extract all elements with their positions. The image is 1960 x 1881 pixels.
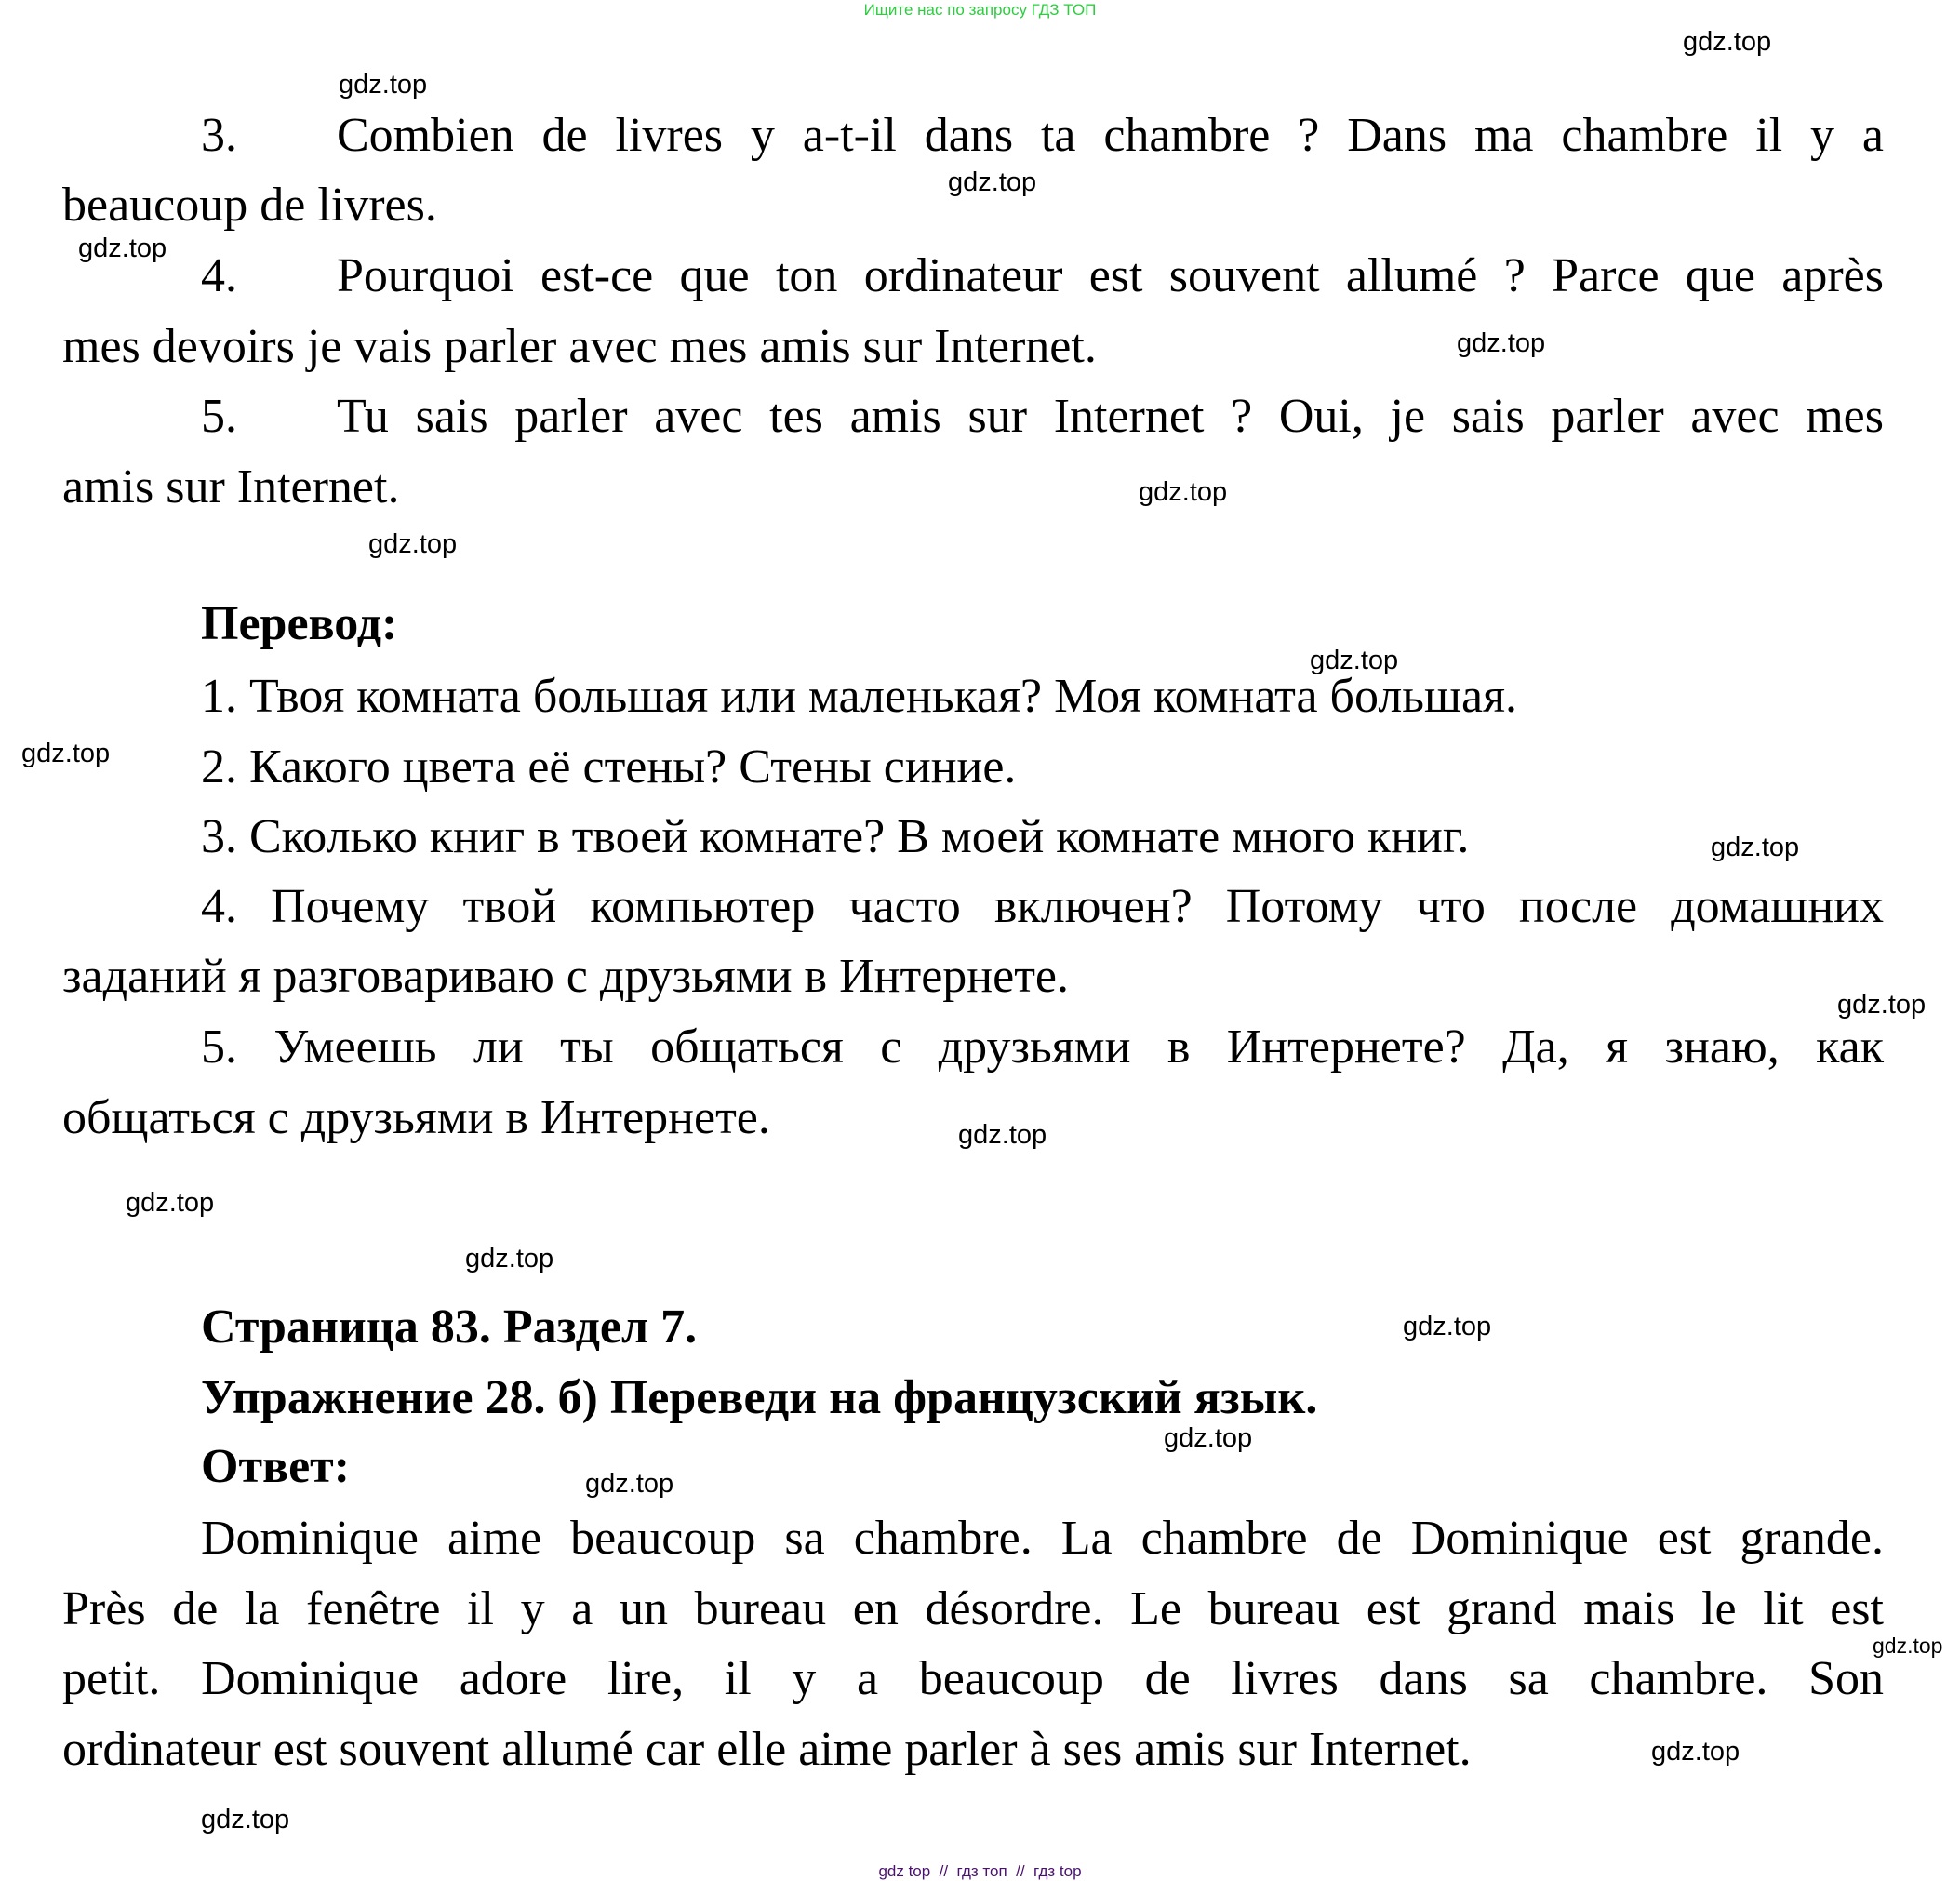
answer-text-line: Près de la fenêtre il y a un bureau en désordre. Le bureau est grand mais le lit est — [62, 1582, 1884, 1635]
watermark: gdz.top — [126, 1188, 215, 1218]
watermark: gdz.top — [1651, 1737, 1740, 1767]
watermark: gdz.top — [1873, 1634, 1943, 1658]
answer-line: Combien de livres y a-t-il dans ta chambre ? Dans ma chambre il y a — [337, 109, 1884, 162]
watermark: gdz.top — [78, 233, 167, 263]
watermark: gdz.top — [1310, 646, 1399, 675]
watermark: gdz.top — [958, 1120, 1047, 1150]
footer-links: gdz top // гдз топ // гдз top — [878, 1862, 1082, 1880]
answer-line: Pourquoi est-ce que ton ordinateur est souvent allumé ? Parce que après — [337, 249, 1884, 302]
translation-line: 1. Твоя комната большая или маленькая? Моя комната большая. — [201, 670, 1518, 723]
translation-line: заданий я разговариваю с друзьями в Интернете. — [62, 950, 1069, 1003]
translation-line: 2. Какого цвета её стены? Стены синие. — [201, 740, 1017, 794]
answer-line: beaucoup de livres. — [62, 179, 437, 232]
watermark: gdz.top — [1164, 1423, 1253, 1453]
watermark: gdz.top — [368, 529, 458, 559]
exercise-title: Упражнение 28. б) Переведи на французский язык. — [201, 1371, 1318, 1424]
page-title: Страница 83. Раздел 7. — [201, 1301, 698, 1354]
answer-line: mes devoirs je vais parler avec mes amis sur Internet. — [62, 320, 1097, 373]
answer-line: amis sur Internet. — [62, 460, 400, 514]
watermark: gdz.top — [1711, 833, 1800, 862]
translation-line: общаться с друзьями в Интернете. — [62, 1091, 770, 1144]
item-number: 5. — [201, 390, 237, 443]
header-banner: Ищите нас по запросу ГДЗ ТОП — [863, 1, 1097, 19]
watermark: gdz.top — [1683, 27, 1772, 57]
watermark: gdz.top — [1457, 328, 1546, 358]
answer-label: Ответ: — [201, 1440, 351, 1493]
item-number: 4. — [201, 249, 237, 302]
answer-text-line: ordinateur est souvent allumé car elle aime parler à ses amis sur Internet. — [62, 1723, 1472, 1776]
translation-line: 5. Умеешь ли ты общаться с друзьями в Интернете? Да, я знаю, как — [201, 1021, 1884, 1074]
translation-heading: Перевод: — [201, 597, 398, 650]
translation-line: 4. Почему твой компьютер часто включен? Потому что после домашних — [201, 880, 1884, 933]
watermark: gdz.top — [1139, 477, 1228, 507]
watermark: gdz.top — [201, 1805, 290, 1834]
answer-line: Tu sais parler avec tes amis sur Internet ? Oui, je sais parler avec mes — [337, 390, 1884, 443]
watermark: gdz.top — [585, 1469, 674, 1499]
watermark: gdz.top — [21, 739, 111, 768]
watermark: gdz.top — [1837, 990, 1927, 1020]
translation-line: 3. Сколько книг в твоей комнате? В моей комнате много книг. — [201, 810, 1470, 863]
item-number: 3. — [201, 109, 237, 162]
watermark: gdz.top — [1403, 1312, 1492, 1341]
watermark: gdz.top — [465, 1244, 554, 1274]
answer-text-line: petit. Dominique adore lire, il y a beaucoup de livres dans sa chambre. Son — [62, 1652, 1884, 1705]
watermark: gdz.top — [339, 70, 428, 100]
answer-text-line: Dominique aime beaucoup sa chambre. La chambre de Dominique est grande. — [201, 1512, 1884, 1565]
watermark: gdz.top — [948, 167, 1037, 197]
